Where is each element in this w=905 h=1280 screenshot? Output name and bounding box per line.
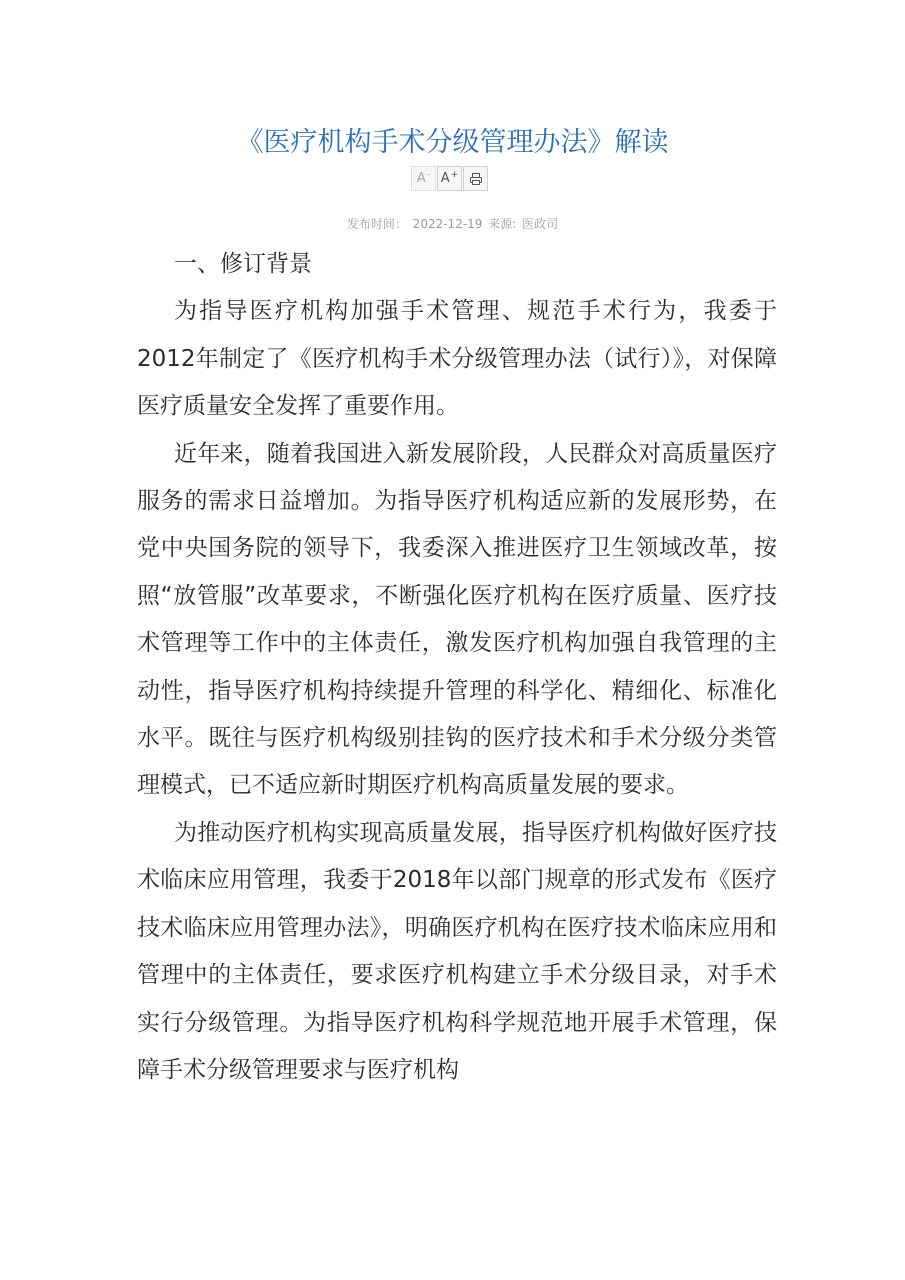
font-decrease-sign: -	[426, 169, 431, 180]
print-icon	[469, 172, 483, 186]
publish-label: 发布时间：	[346, 217, 407, 231]
print-button[interactable]	[463, 166, 488, 191]
paragraph: 为推动医疗机构实现高质量发展，指导医疗机构做好医疗技术临床应用管理，我委于2018年以部门规章的形式发布《医疗技术临床应用管理办法》，明确医疗机构在医疗技术临床应用和管理中的主体责任，要求医疗机构建立手术分级目录，对手术实行分级管理。为指导医疗机构科学规范地开展手术管理，保障手术分级管理要求与医疗机构	[137, 819, 777, 1083]
source-label: 来源:	[488, 217, 517, 231]
paragraph: 近年来，随着我国进入新发展阶段，人民群众对高质量医疗服务的需求日益增加。为指导医疗机构适应新的发展形势，在党中央国务院的领导下，我委深入推进医疗卫生领域改革，按照“放管服”改革要求，不断强化医疗机构在医疗质量、医疗技术管理等工作中的主体责任，激发医疗机构加强自我管理的主动性，指导医疗机构持续提升管理的科学化、精细化、标准化水平。既往与医疗机构级别挂钩的医疗技术和手术分级分类管理模式，已不适应新时期医疗机构高质量发展的要求。	[137, 440, 777, 799]
paragraph: 为指导医疗机构加强手术管理、规范手术行为，我委于2012年制定了《医疗机构手术分级管理办法（试行）》，对保障医疗质量安全发挥了重要作用。	[137, 298, 777, 420]
article-body	[137, 241, 777, 1094]
publish-date: 2022-12-19	[412, 217, 483, 231]
section-heading: 一、修订背景	[174, 251, 312, 277]
font-increase-button[interactable]	[437, 166, 462, 191]
font-increase-label: A	[440, 171, 450, 186]
article-meta	[0, 216, 905, 232]
font-decrease-button[interactable]	[411, 166, 436, 191]
source-name: 医政司	[522, 217, 559, 231]
page-title: 《医疗机构手术分级管理办法》解读	[236, 127, 669, 158]
font-increase-sign: +	[450, 169, 459, 180]
font-decrease-label: A	[416, 171, 426, 186]
font-toolbar	[411, 166, 488, 191]
